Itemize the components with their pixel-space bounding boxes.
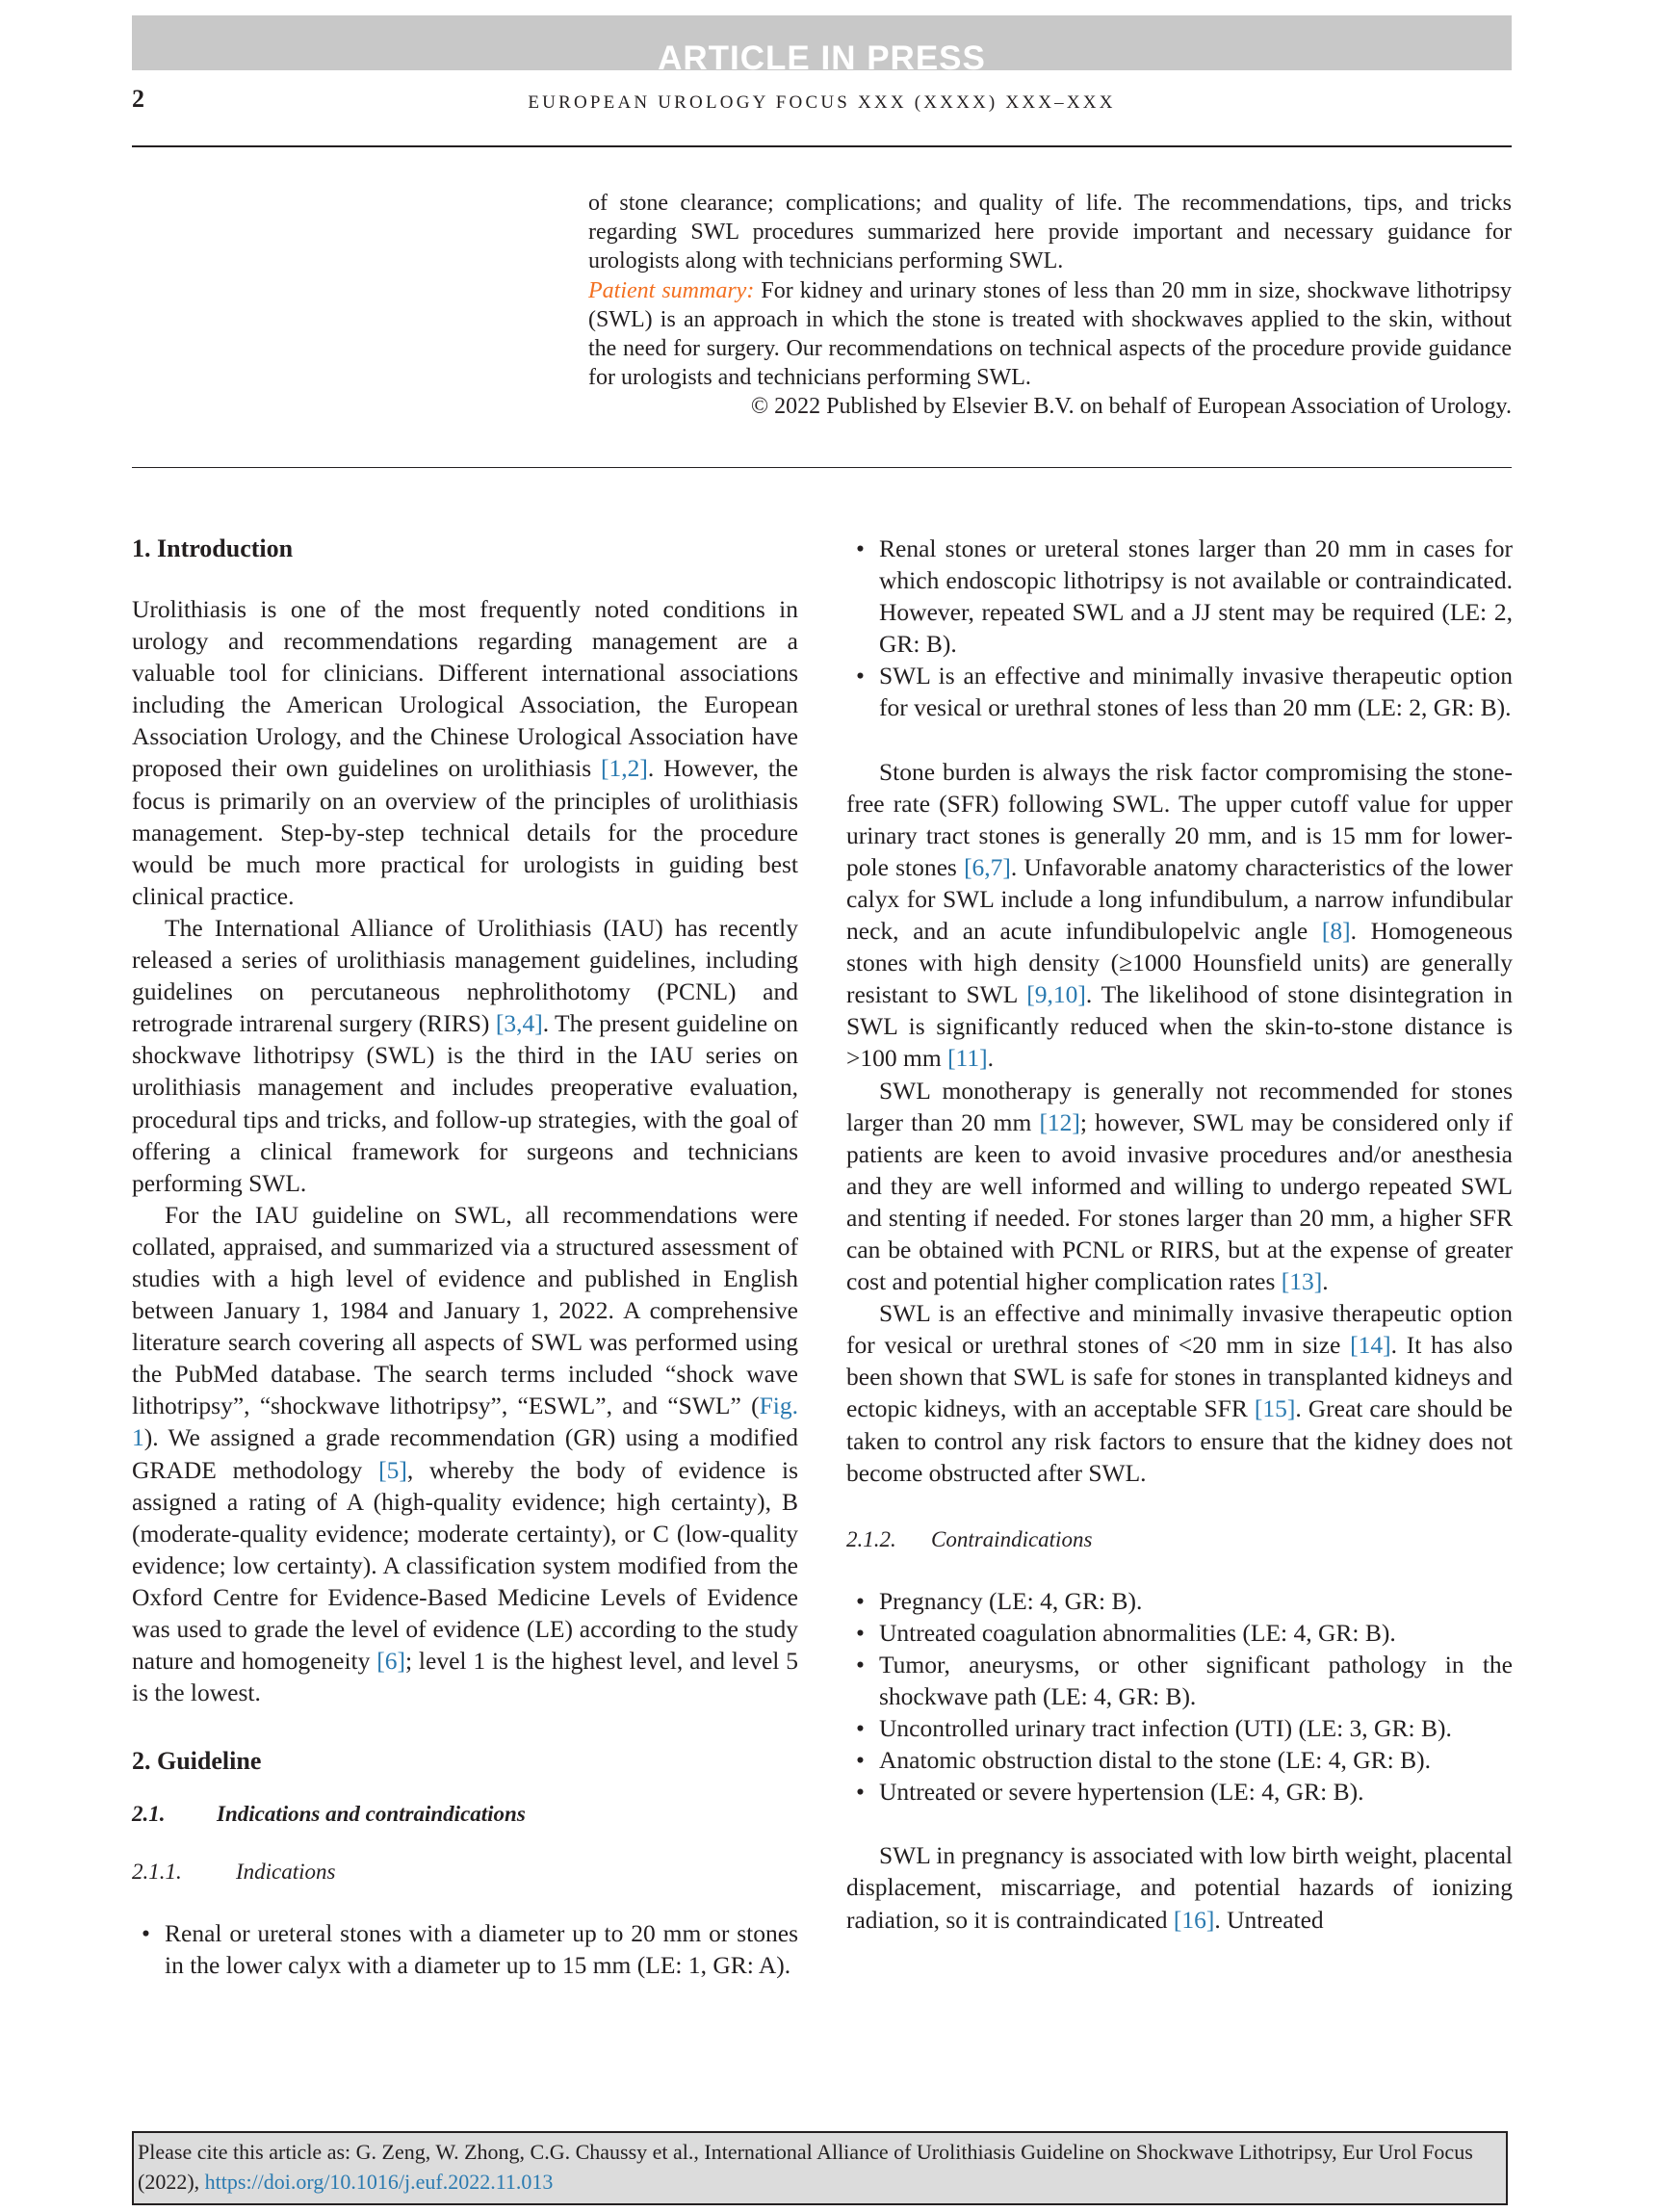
body-paragraph: SWL monotherapy is generally not recommended for stones larger than 20 mm [12]; however, SWL may be considered only if patients are keen to avoid invasive procedures and/or anesthesia and they are well informed and willing to undergo repeated SWL and stenting if needed. For stones larger than 20 mm, a higher SFR can be obtained with PCNL or RIRS, but at the expense of greater cost and potential higher complication rates [13]. (846, 1076, 1513, 1296)
list-item: • Untreated or severe hypertension (LE: 4, GR: B). (846, 1776, 1513, 1808)
citation-link[interactable]: [11] (947, 1044, 988, 1073)
citation-notice-text: Please cite this article as: G. Zeng, W. Zhong, C.G. Chaussy et al., International Alliance of Urolithiasis Guideline on Shockwave Lithotripsy, Eur Urol Focus (2022), (138, 2140, 1473, 2194)
list-item: • Renal stones or ureteral stones larger than 20 mm in cases for which endoscopic lithotripsy is not available or contraindicated. However, repeated SWL and a JJ stent may be required (LE: 2, GR: B). (846, 533, 1513, 660)
citation-link[interactable]: [16] (1173, 1905, 1215, 1934)
citation-link[interactable]: [9,10] (1026, 980, 1086, 1009)
header-rule (132, 145, 1512, 147)
patient-summary-label: Patient summary: (588, 277, 755, 303)
indications-list-continued (846, 533, 1513, 724)
list-item: • Anatomic obstruction distal to the stone (LE: 4, GR: B). (846, 1744, 1513, 1776)
abstract-conclusions-text: of stone clearance; complications; and quality of life. The recommendations, tips, and tricks regarding SWL procedures summarized here provide important and necessary guidance for urologists along with technicians performing SWL. (588, 191, 1512, 274)
article-in-press-banner: ARTICLE IN PRESS (132, 15, 1512, 70)
list-item: • Uncontrolled urinary tract infection (UTI) (LE: 3, GR: B). (846, 1712, 1513, 1744)
journal-running-head: EUROPEAN UROLOGY FOCUS XXX (XXXX) XXX–XXX (528, 92, 1116, 113)
right-column (846, 533, 1513, 1936)
abstract-continuation (588, 189, 1512, 422)
body-paragraph: SWL is an effective and minimally invasive therapeutic option for vesical or urethral stones of <20 mm in size [14]. It has also been shown that SWL is safe for stones in transplanted kidneys and ectopic kidneys, with an acceptable SFR [15]. Great care should be taken to control any risk factors to ensure that the kidney does not become obstructed after SWL. (846, 1299, 1513, 1487)
guideline-heading: 2. Guideline (132, 1747, 262, 1776)
list-item: • SWL is an effective and minimally invasive therapeutic option for vesical or urethral stones of less than 20 mm (LE: 2, GR: B). (846, 660, 1513, 723)
citation-link[interactable]: [5] (378, 1455, 407, 1484)
citation-link[interactable]: [8] (1321, 917, 1351, 946)
body-paragraph: SWL in pregnancy is associated with low birth weight, placental displacement, miscarriage, and potential hazards of ionizing radiation, so it is contraindicated [16]. Untreated (846, 1841, 1513, 1934)
abstract-rule (132, 467, 1512, 468)
list-item: • Tumor, aneurysms, or other significant pathology in the shockwave path (LE: 4, GR: B). (846, 1649, 1513, 1712)
section-2-1-2-heading: 2.1.2. Contraindications (846, 1526, 1093, 1551)
list-item: • Renal or ureteral stones with a diameter up to 20 mm or stones in the lower calyx with a diameter up to 15 mm (LE: 1, GR: A). (132, 1917, 798, 1981)
left-column (132, 533, 798, 1981)
list-item: • Pregnancy (LE: 4, GR: B). (846, 1585, 1513, 1617)
contraindications-list (846, 1585, 1513, 1809)
indications-list (132, 1917, 798, 1981)
citation-link[interactable]: [13] (1281, 1267, 1323, 1296)
intro-paragraph-3: For the IAU guideline on SWL, all recommendations were collated, appraised, and summarized via a structured assessment of studies with a high level of evidence and published in English between January 1, 1984 and January 1, 2022. A comprehensive literature search covering all aspects of SWL was performed using the PubMed database. The search terms included “shock wave lithotripsy”, “shockwave lithotripsy”, “ESWL”, and “SWL” (Fig. 1). We assigned a grade recommendation (GR) using a modified GRADE methodology [5], whereby the body of evidence is assigned a rating of A (high-quality evidence; high certainty), B (moderate-quality evidence; moderate certainty), or C (low-quality evidence; low certainty). A classification system modified from the Oxford Centre for Evidence-Based Medicine Levels of Evidence was used to grade the level of evidence (LE) according to the study nature and homogeneity [6]; level 1 is the highest level, and level 5 is the lowest. (132, 1200, 798, 1707)
citation-link[interactable]: [14] (1350, 1331, 1391, 1360)
citation-link[interactable]: [15] (1254, 1394, 1296, 1423)
intro-paragraph-2: The International Alliance of Urolithiasis (IAU) has recently released a series of urolithiasis management guidelines, including guidelines on percutaneous nephrolithotomy (PCNL) and retrograde intrarenal surgery (RIRS) [3,4]. The present guideline on shockwave lithotripsy (SWL) is the third in the IAU series on urolithiasis management and includes preoperative evaluation, procedural tips and tricks, and follow-up strategies, with the goal of offering a clinical framework for surgeons and technicians performing SWL. (132, 913, 798, 1197)
list-item: • Untreated coagulation abnormalities (LE: 4, GR: B). (846, 1617, 1513, 1649)
patient-summary (588, 276, 1512, 393)
section-2-1-heading: 2.1. Indications and contraindications (132, 1802, 526, 1827)
citation-link[interactable]: [6] (376, 1647, 405, 1676)
citation-link[interactable]: [6,7] (964, 852, 1011, 881)
doi-link[interactable]: https://doi.org/10.1016/j.euf.2022.11.013 (204, 2170, 554, 2194)
intro-paragraph-1: Urolithiasis is one of the most frequently noted conditions in urology and recommendations regarding management are a valuable tool for clinicians. Different international associations including the American Urological Association, the European Association Urology, and the Chinese Urological Association have proposed their own guidelines on urolithiasis [1,2]. However, the focus is primarily on an overview of the principles of urolithiasis management. Step-by-step technical details for the procedure would be much more practical for urologists in guiding best clinical practice. (132, 595, 799, 910)
citation-link[interactable]: [12] (1039, 1107, 1080, 1136)
patient-summary-text: For kidney and urinary stones of less than 20 mm in size, shockwave lithotripsy (SWL) is an approach in which the stone is treated with shockwaves applied to the skin, without the need for surgery. Our recommendations on technical aspects of the procedure provide guidance for urologists and technicians performing SWL. (588, 277, 1513, 391)
introduction-heading: 1. Introduction (132, 534, 294, 562)
citation-link[interactable]: [3,4] (495, 1009, 543, 1038)
copyright-line: © 2022 Published by Elsevier B.V. on behalf of European Association of Urology. (750, 394, 1512, 420)
citation-link[interactable]: [1,2] (601, 754, 648, 783)
figure-link[interactable]: Fig. 1 (132, 1392, 798, 1452)
body-paragraph: Stone burden is always the risk factor compromising the stone-free rate (SFR) following SWL. The upper cutoff value for upper urinary tract stones is generally 20 mm, and is 15 mm for lower-pole stones [6,7]. Unfavorable anatomy characteristics of the lower calyx for SWL include a long infundibulum, a narrow infundibular neck, and an acute infundibulopelvic angle [8]. Homogeneous stones with high density (≥1000 Hounsfield units) are generally resistant to SWL [9,10]. The likelihood of stone disintegration in SWL is significantly reduced when the skin-to-stone distance is >100 mm [11]. (846, 757, 1514, 1073)
page-number: 2 (132, 85, 144, 113)
citation-notice-box (132, 2131, 1508, 2205)
section-2-1-1-heading: 2.1.1. Indications (132, 1860, 336, 1885)
